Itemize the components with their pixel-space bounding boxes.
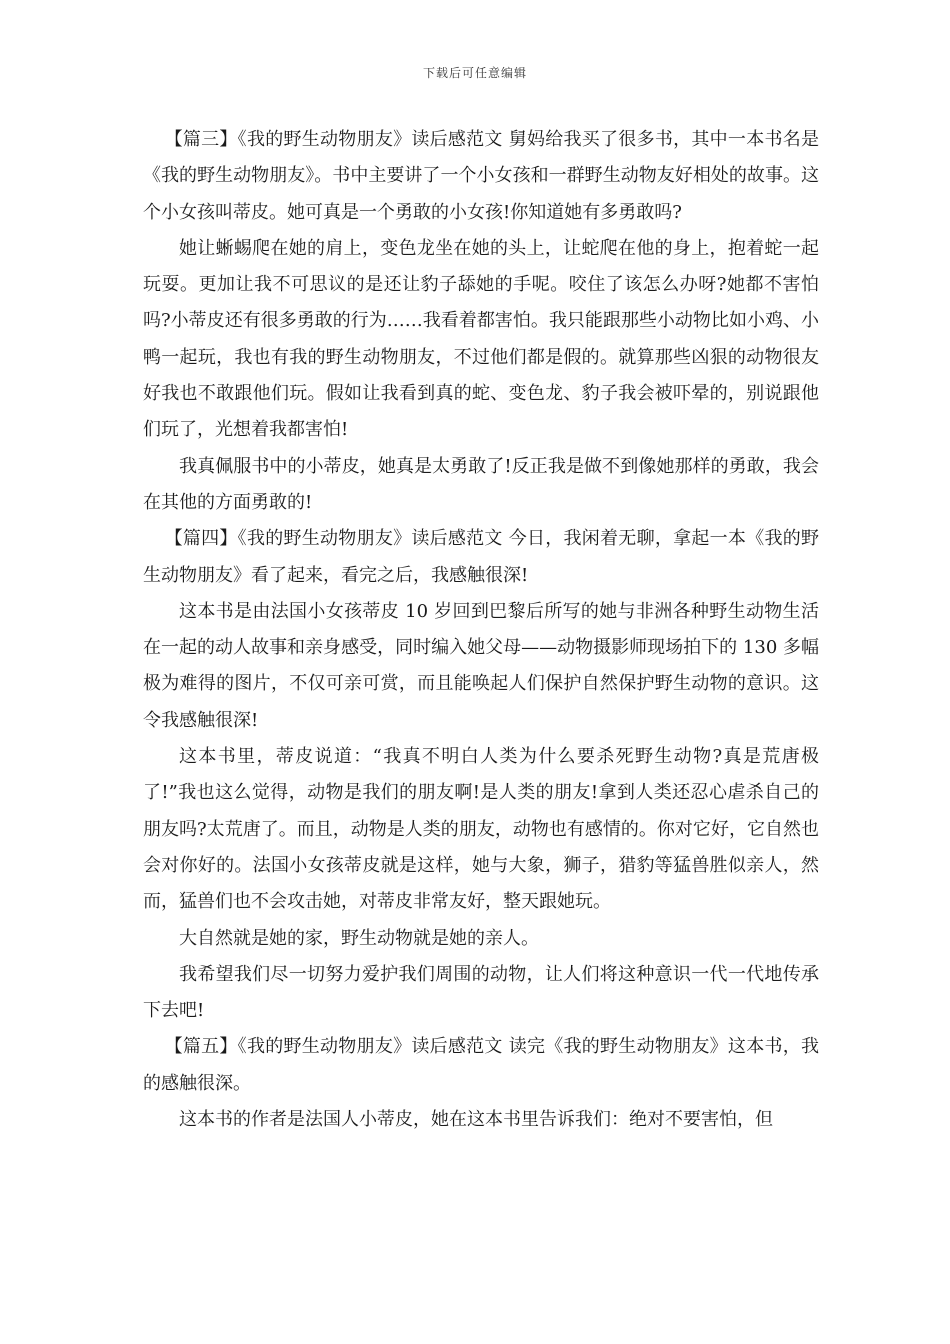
paragraph: 这本书的作者是法国人小蒂皮，她在这本书里告诉我们：绝对不要害怕，但 (179, 1109, 773, 1131)
paragraph-section-4-intro: 【篇四】《我的野生动物朋友》读后感范文 今日，我闲着无聊，拿起一本《我的野生动物朋友》看了起来，看完之后，我感触很深! (143, 528, 819, 586)
document-body (143, 122, 819, 1138)
paragraph: 我真佩服书中的小蒂皮，她真是太勇敢了!反正我是做不到像她那样的勇敢，我会在其他的方面勇敢的! (143, 455, 819, 513)
page-header: 下载后可任意编辑 (422, 66, 527, 80)
paragraph: 这本书是由法国小女孩蒂皮 10 岁回到巴黎后所写的她与非洲各种野生动物生活在一起的动人故事和亲身感受，同时编入她父母——动物摄影师现场拍下的 130 多幅极为难得的图片，不仅可亲可赏，而且能唤起人们保护自然保护野生动物的意识。这令我感触很深! (143, 600, 819, 731)
paragraph: 这本书里，蒂皮说道：“我真不明白人类为什么要杀死野生动物?真是荒唐极了!”我也这么觉得，动物是我们的朋友啊!是人类的朋友!拿到人类还忍心虐杀自己的朋友吗?太荒唐了。而且，动物是人类的朋友，动物也有感情的。你对它好，它自然也会对你好的。法国小女孩蒂皮就是这样，她与大象，狮子，猎豹等猛兽胜似亲人，然而，猛兽们也不会攻击她，对蒂皮非常友好，整天跟她玩。 (143, 746, 819, 913)
paragraph: 她让蜥蜴爬在她的肩上，变色龙坐在她的头上，让蛇爬在他的身上，抱着蛇一起玩耍。更加让我不可思议的是还让豹子舔她的手呢。咬住了该怎么办呀?她都不害怕吗?小蒂皮还有很多勇敢的行为……我看着都害怕。我只能跟那些小动物比如小鸡、小鸭一起玩，我也有我的野生动物朋友，不过他们都是假的。就算那些凶狠的动物很友好我也不敢跟他们玩。假如让我看到真的蛇、变色龙、豹子我会被吓晕的，别说跟他们玩了，光想着我都害怕! (143, 237, 819, 441)
paragraph-section-3-intro: 【篇三】《我的野生动物朋友》读后感范文 舅妈给我买了很多书，其中一本书名是《我的野生动物朋友》。书中主要讲了一个小女孩和一群野生动物友好相处的故事。这个小女孩叫蒂皮。她可真是一个勇敢的小女孩!你知道她有多勇敢吗? (143, 129, 819, 223)
paragraph: 大自然就是她的家，野生动物就是她的亲人。 (179, 927, 539, 949)
paragraph: 我希望我们尽一切努力爱护我们周围的动物，让人们将这种意识一代一代地传承下去吧! (143, 963, 819, 1022)
paragraph-section-5-intro: 【篇五】《我的野生动物朋友》读后感范文 读完《我的野生动物朋友》这本书，我的感触很深。 (143, 1036, 819, 1094)
